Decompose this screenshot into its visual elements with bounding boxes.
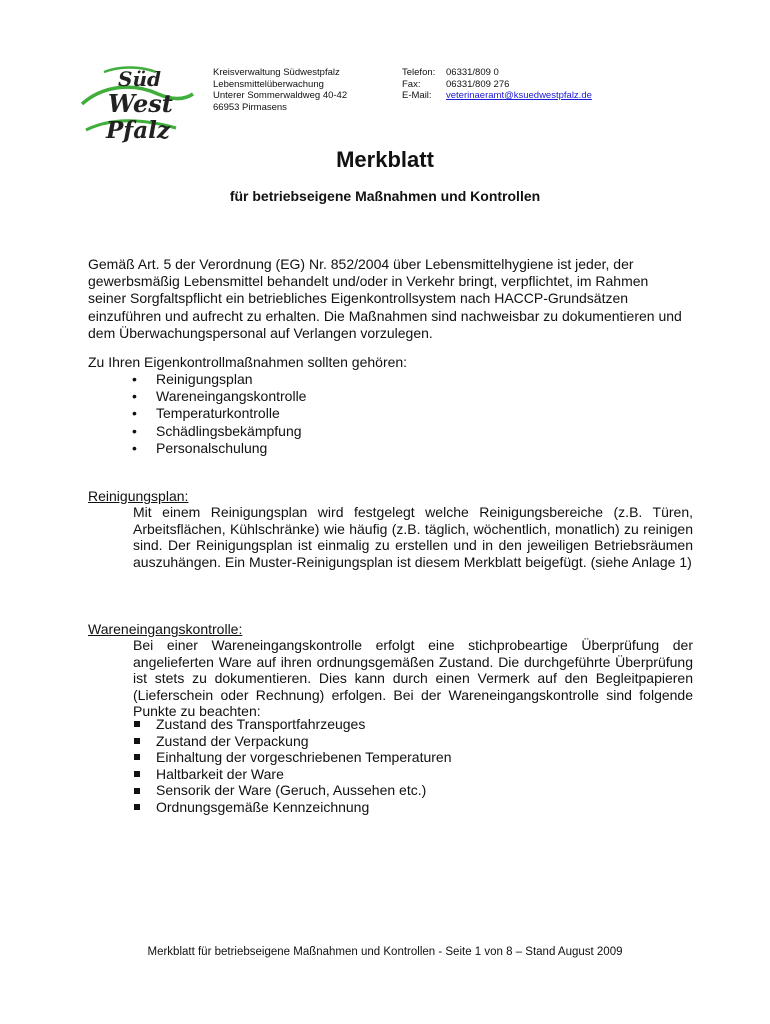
email-label: E-Mail: [402, 90, 432, 101]
list-item: • Reinigungsplan [132, 371, 253, 387]
list-item: Zustand der Verpackung [133, 733, 452, 750]
fax-row [402, 79, 592, 91]
address-line: Unterer Sommerwaldweg 40-42 [213, 90, 348, 101]
list-item: • Personalschulung [132, 439, 268, 456]
list-item: Zustand des Transportfahrzeuges [133, 716, 452, 733]
square-bullet-icon [134, 738, 140, 744]
square-bullet-icon [134, 721, 140, 727]
square-bullet-icon [134, 754, 140, 760]
list-item: Haltbarkeit der Ware [133, 766, 452, 783]
address-line: 66953 Pirmasens [213, 101, 287, 113]
phone-label: Telefon: [402, 67, 436, 78]
address-line: Lebensmittelüberwachung [213, 78, 324, 90]
goods-heading: Wareneingangskontrolle: [88, 621, 243, 637]
page-subtitle: für betriebseigene Maßnahmen und Kontrollen [229, 188, 541, 204]
list-item: • Wareneingangskontrolle [132, 388, 307, 405]
email-link[interactable]: veterinaeramt@ksuedwestpfalz.de [446, 90, 592, 101]
cleaning-paragraph: Mit einem Reinigungsplan wird festgelegt welche Reinigungsbereiche (z.B. Türen, Arbeitsflächen, Kühlschränke) wie häufig (z.B. täglich, wöchentlich, monatlich) zu reinigen sind. Der Reinigungsplan ist einmalig zu erstellen und in den jeweiligen Betriebsräumen auszuhängen. Ein Muster-Reinigungsplan ist diesem Merkblatt beigefügt. (siehe Anlage 1) [133, 504, 693, 570]
svg-text:Pfalz: Pfalz [106, 117, 170, 143]
svg-text:Süd: Süd [118, 67, 161, 91]
list-item: • Temperaturkontrolle [132, 405, 280, 422]
square-bullet-icon [134, 804, 140, 810]
suedwestpfalz-logo [80, 58, 195, 143]
goods-paragraph: Bei einer Wareneingangskontrolle erfolgt eine stichprobeartige Überprüfung der angelieferten Ware auf ihren ordnungsgemäßen Zustand. Die durchgeführte Überprüfung ist stets zu dokumentieren. Dies kann durch einen Vermerk auf den Begleitpapieren (Lieferschein oder Rechnung) erfolgen. Bei der Wareneingangskontrolle sind folgende Punkte zu beachten: [133, 637, 693, 720]
measures-list [132, 371, 306, 457]
contact-block [402, 67, 592, 102]
list-item: Ordnungsgemäße Kennzeichnung [133, 799, 452, 816]
email-row [402, 90, 592, 102]
bullet-icon: • [132, 371, 137, 387]
list-item: Sensorik der Ware (Geruch, Aussehen etc.) [133, 782, 452, 799]
bullet-icon: • [132, 405, 137, 422]
fax-label: Fax: [402, 78, 421, 90]
fax-number: 06331/809 276 [446, 78, 510, 90]
goods-checklist [133, 716, 452, 816]
page-footer: Merkblatt für betriebseigene Maßnahmen und Kontrollen - Seite 1 von 8 – Stand August 2009 [147, 946, 623, 958]
cleaning-heading: Reinigungsplan: [88, 488, 189, 504]
list-item: Einhaltung der vorgeschriebenen Temperaturen [133, 749, 452, 766]
address-line: Kreisverwaltung Südwestpfalz [213, 67, 340, 78]
page-title: Merkblatt [336, 147, 434, 172]
intro-paragraph: Gemäß Art. 5 der Verordnung (EG) Nr. 852/2004 über Lebensmittelhygiene ist jeder, der gewerbsmäßig Lebensmittel behandelt und/oder in Verkehr bringt, verpflichtet, im Rahmen seiner Sorgfaltspflicht ein betriebliches Eigenkontrollsystem nach HACCP-Grundsätzen einzuführen und aufrecht zu erhalten. Die Maßnahmen sind nachweisbar zu dokumentieren und dem Überwachungspersonal auf Verlangen vorzulegen. [88, 256, 682, 341]
list-item: • Schädlingsbekämpfung [132, 422, 302, 439]
phone-row [402, 67, 592, 79]
square-bullet-icon [134, 788, 140, 794]
bullet-icon: • [132, 388, 137, 405]
svg-text:West: West [108, 89, 173, 118]
bullet-icon: • [132, 422, 137, 439]
sender-address [213, 67, 347, 113]
bullet-icon: • [132, 439, 137, 456]
measures-heading: Zu Ihren Eigenkontrollmaßnahmen sollten gehören: [88, 354, 408, 370]
square-bullet-icon [134, 771, 140, 777]
phone-number: 06331/809 0 [446, 67, 499, 78]
